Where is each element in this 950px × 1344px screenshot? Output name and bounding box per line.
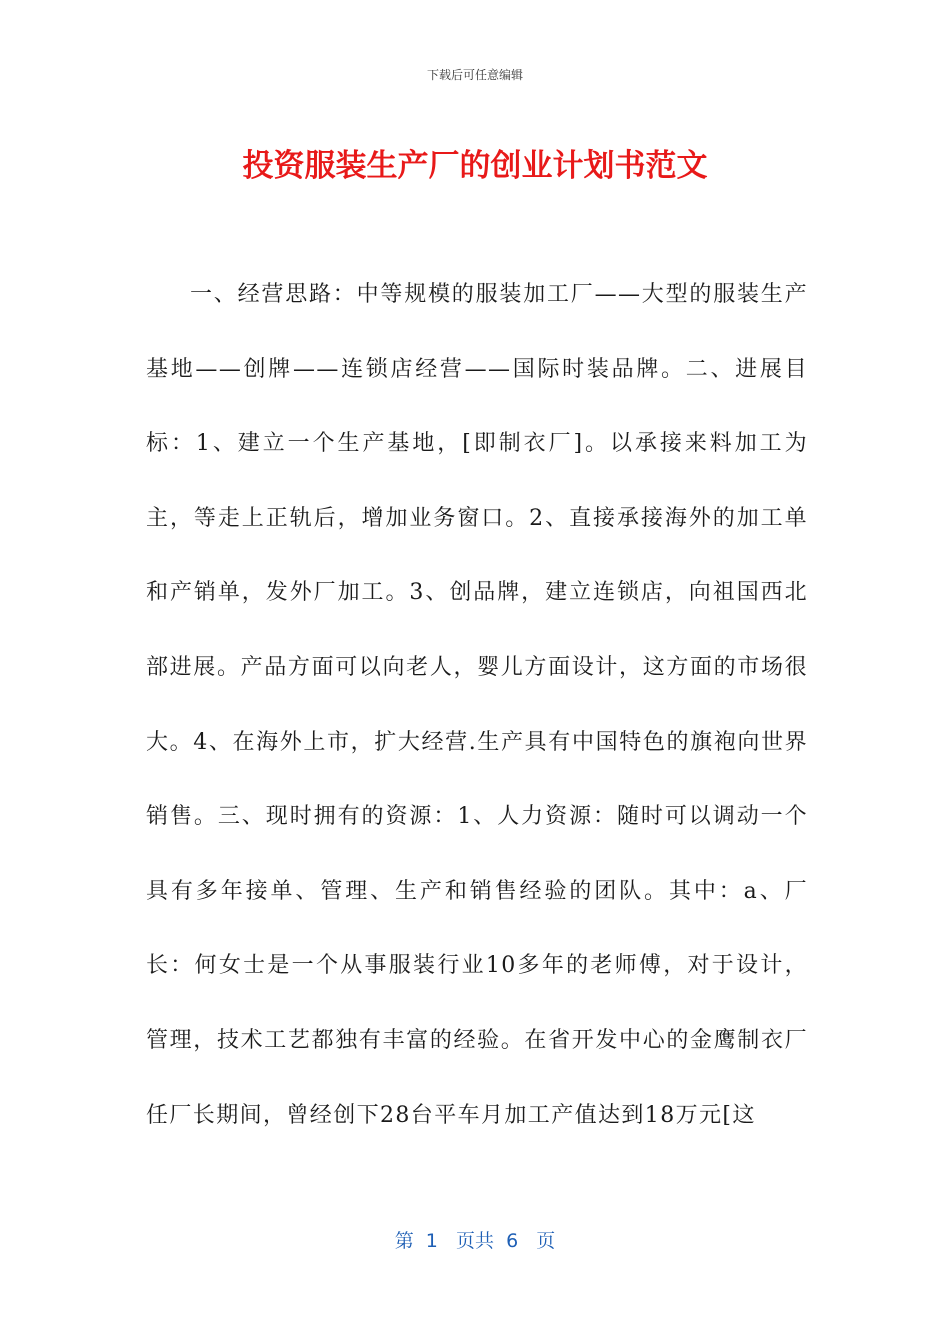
header-note: 下载后可任意编辑 — [426, 68, 523, 82]
document-title: 投资服装生产厂的创业计划书范文 — [242, 148, 708, 184]
document-body: 一、经营思路：中等规模的服装加工厂——大型的服装生产基地——创牌——连锁店经营——国际时装品牌。二、进展目标：1、建立一个生产基地，[即制衣厂]。以承接来料加工为主，等走上正轨后，增加业务窗口。2、直接承接海外的加工单和产销单，发外厂加工。3、创品牌，建立连锁店，向祖国西北部进展。产品方面可以向老人，婴儿方面设计，这方面的市场很大。4、在海外上市，扩大经营.生产具有中国特色的旗袍向世界销售。三、现时拥有的资源：1、人力资源：随时可以调动一个具有多年接单、管理、生产和销售经验的团队。其中：a、厂长：何女士是一个从事服装行业10多年的老师傅，对于设计，管理，技术工艺都独有丰富的经验。在省开发中心的金鹰制衣厂任厂长期间，曾经创下28台平车月加工产值达到18万元[这 — [146, 282, 808, 1128]
page-footer: 第 1 页共 6 页 — [394, 1230, 556, 1252]
